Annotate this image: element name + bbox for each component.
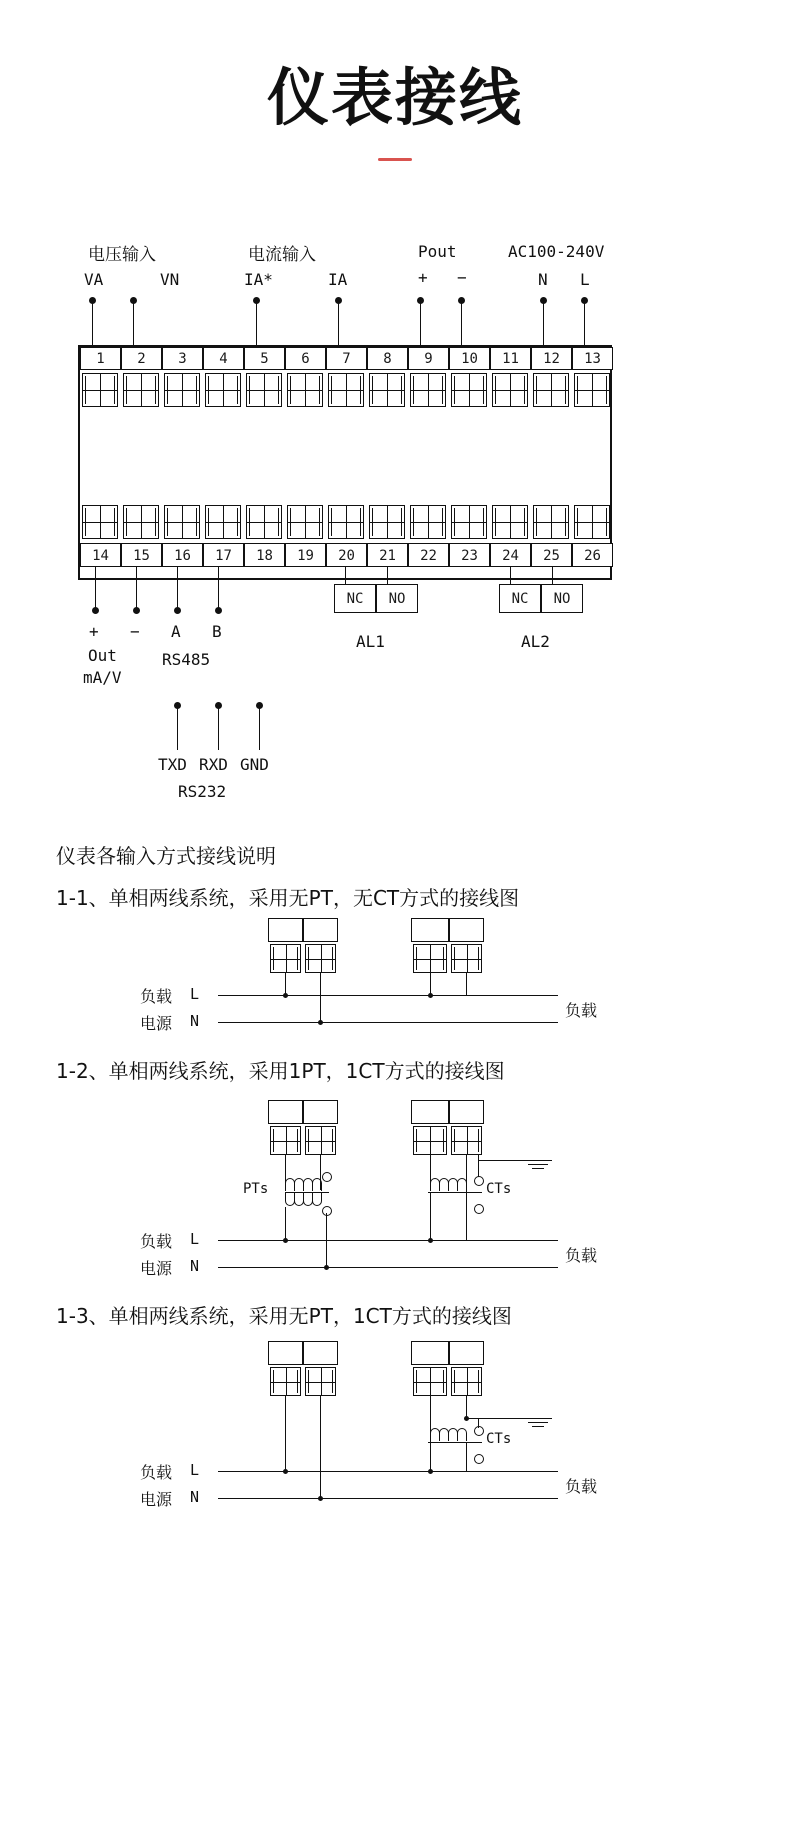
terminal-number-8: 8: [367, 347, 408, 370]
terminal-number-2: 2: [121, 347, 162, 370]
pin-label-rs485-a: A: [171, 622, 181, 641]
relay1-nc-box: NC: [334, 584, 376, 613]
relay1-lead-no: [387, 567, 388, 584]
d1-wire-ia-star-down: [430, 973, 431, 995]
d3-box-ia-star-top: [411, 1341, 449, 1365]
lead-line-l: [584, 300, 585, 348]
d1-junction-ia-star: [428, 993, 433, 998]
relay2-label: AL2: [521, 632, 550, 651]
d1-screw-va: [270, 944, 301, 973]
terminal-number-6: 6: [285, 347, 326, 370]
d2-pt-primary-coil: [285, 1193, 325, 1207]
d2-wire-ia-down: [466, 1155, 467, 1180]
terminal-number-17: 17: [203, 543, 244, 567]
rs232-dot-txd: [174, 702, 181, 709]
rs232-label: RS232: [178, 782, 227, 801]
screw-terminal-3: [164, 373, 200, 407]
screw-terminal-17: [205, 505, 241, 539]
terminal-number-11: 11: [490, 347, 531, 370]
d3-ct-label: CTs: [486, 1431, 512, 1447]
d3-junction-ct: [428, 1469, 433, 1474]
screw-terminal-13: [574, 373, 610, 407]
d3-box-vn-top: [303, 1341, 338, 1365]
screw-terminal-8: [369, 373, 405, 407]
terminal-number-7: 7: [326, 347, 367, 370]
terminal-number-3: 3: [162, 347, 203, 370]
pin-label-out-minus: −: [130, 622, 140, 641]
lead-line-out-plus: [95, 567, 96, 609]
relay2-lead-no: [552, 567, 553, 584]
d2-screw-ia: [451, 1126, 482, 1155]
d3-junction-ct-ground: [464, 1416, 469, 1421]
d2-pt-lead-left: [285, 1207, 286, 1240]
screw-terminal-9: [410, 373, 446, 407]
group-label-pout: Pout: [418, 242, 457, 261]
terminal-number-5: 5: [244, 347, 285, 370]
rs232-lead-gnd: [259, 705, 260, 750]
d2-wire-ia-bus: [466, 1180, 467, 1240]
d1-screw-ia: [451, 944, 482, 973]
d3-screw-ia-star: [413, 1367, 447, 1396]
relay2-no-box: NO: [541, 584, 583, 613]
terminal-number-18: 18: [244, 543, 285, 567]
screw-terminal-18: [246, 505, 282, 539]
d1-left-label-source: 电源: [140, 1014, 173, 1033]
lead-line-rs485-b: [218, 567, 219, 609]
d3-wire-vn-down: [320, 1396, 321, 1498]
lead-line-ia-star: [256, 300, 257, 348]
pin-label-rs485-b: B: [212, 622, 222, 641]
terminal-number-16: 16: [162, 543, 203, 567]
screw-terminal-2: [123, 373, 159, 407]
d2-box-ia-star-top: [411, 1100, 449, 1124]
d2-screw-vn: [305, 1126, 336, 1155]
d3-ct-core: [428, 1442, 482, 1443]
screw-terminal-6: [287, 373, 323, 407]
d2-ct-core: [428, 1192, 482, 1193]
lead-line-ia: [338, 300, 339, 348]
pin-label-va: VA: [84, 270, 104, 289]
rs232-pin-txd: TXD: [158, 755, 187, 774]
pin-label-l: L: [580, 270, 590, 289]
lead-line-n: [543, 300, 544, 348]
d3-wire-va-down: [285, 1396, 286, 1471]
d3-junction-va: [283, 1469, 288, 1474]
d2-junction-pt-L: [283, 1238, 288, 1243]
d2-ct-terminal-bottom: [474, 1204, 484, 1214]
d2-ct-terminal-top: [474, 1176, 484, 1186]
d1-junction-vn: [318, 1020, 323, 1025]
d3-ct-lead-up: [478, 1418, 479, 1428]
terminal-number-26: 26: [572, 543, 613, 567]
d1-line-N: [218, 1022, 558, 1023]
rs232-lead-rxd: [218, 705, 219, 750]
lead-line-va: [92, 300, 93, 348]
screw-terminal-16: [164, 505, 200, 539]
relay1-label: AL1: [356, 632, 385, 651]
group-label-out: Out: [88, 646, 117, 665]
d2-pt-secondary-coil: [285, 1178, 325, 1192]
lead-line-pout-plus: [420, 300, 421, 348]
section-1-1-heading: 1-1、单相两线系统，采用无PT，无CT方式的接线图: [56, 886, 520, 910]
d2-left-label-load: 负载: [140, 1232, 173, 1251]
rs232-lead-txd: [177, 705, 178, 750]
terminal-number-20: 20: [326, 543, 367, 567]
pin-label-vn: VN: [160, 270, 180, 289]
terminal-number-10: 10: [449, 347, 490, 370]
d2-right-label-load: 负载: [565, 1246, 598, 1265]
terminal-number-19: 19: [285, 543, 326, 567]
group-label-voltage-input: 电压输入: [88, 245, 156, 265]
terminal-number-23: 23: [449, 543, 490, 567]
d3-box-ia-top: [449, 1341, 484, 1365]
d1-box-vn-top: [303, 918, 338, 942]
d2-pt-terminal-bottom: [322, 1206, 332, 1216]
rs232-pin-rxd: RXD: [199, 755, 228, 774]
d1-box-ia-top: [449, 918, 484, 942]
d2-junction-ct-L: [428, 1238, 433, 1243]
terminal-number-9: 9: [408, 347, 449, 370]
d2-screw-va: [270, 1126, 301, 1155]
d2-ct-lead-down: [430, 1192, 431, 1240]
d1-left-label-N: N: [190, 1012, 200, 1030]
relay1-no-box: NO: [376, 584, 418, 613]
section-1-3-heading: 1-3、单相两线系统，采用无PT，1CT方式的接线图: [56, 1304, 512, 1328]
lead-line-pout-minus: [461, 300, 462, 348]
screw-terminal-10: [451, 373, 487, 407]
screw-terminal-26: [574, 505, 610, 539]
d3-wire-ia-bus: [466, 1442, 467, 1471]
lead-dot-rs485-b: [215, 607, 222, 614]
lead-line-rs485-a: [177, 567, 178, 609]
d3-screw-vn: [305, 1367, 336, 1396]
d1-left-label-L: L: [190, 985, 200, 1003]
pin-label-ia-star: IA*: [244, 270, 273, 289]
d2-ct-secondary-coil: [430, 1178, 470, 1192]
d2-left-label-L: L: [190, 1230, 200, 1248]
d3-line-L-right: [466, 1471, 558, 1472]
pin-label-pout-minus: −: [457, 268, 467, 287]
terminal-number-14: 14: [80, 543, 121, 567]
d2-pt-terminal-top: [322, 1172, 332, 1182]
group-label-ac-supply: AC100-240V: [508, 242, 605, 261]
screw-terminal-25: [533, 505, 569, 539]
terminal-number-24: 24: [490, 543, 531, 567]
pin-label-n: N: [538, 270, 548, 289]
d2-box-va-top: [268, 1100, 303, 1124]
terminal-number-13: 13: [572, 347, 613, 370]
screw-terminal-12: [533, 373, 569, 407]
d2-ground-icon: [524, 1160, 554, 1172]
d3-right-label-load: 负载: [565, 1477, 598, 1496]
d2-screw-ia-star: [413, 1126, 447, 1155]
d2-left-label-N: N: [190, 1257, 200, 1275]
d2-junction-pt-N: [324, 1265, 329, 1270]
screw-terminal-1: [82, 373, 118, 407]
section-intro-heading: 仪表各输入方式接线说明: [56, 844, 276, 868]
terminal-number-25: 25: [531, 543, 572, 567]
pin-label-out-plus: +: [89, 622, 99, 641]
d1-wire-va-down: [285, 973, 286, 995]
d1-screw-ia-star: [413, 944, 447, 973]
d3-left-label-L: L: [190, 1461, 200, 1479]
d1-screw-vn: [305, 944, 336, 973]
d3-wire-ia-down: [466, 1396, 467, 1418]
d3-screw-va: [270, 1367, 301, 1396]
d2-box-vn-top: [303, 1100, 338, 1124]
screw-terminal-11: [492, 373, 528, 407]
screw-terminal-4: [205, 373, 241, 407]
lead-dot-out-minus: [133, 607, 140, 614]
d3-ground-icon: [524, 1418, 554, 1430]
d3-left-label-load: 负载: [140, 1463, 173, 1482]
screw-terminal-23: [451, 505, 487, 539]
lead-dot-out-plus: [92, 607, 99, 614]
d3-left-label-source: 电源: [140, 1490, 173, 1509]
relay2-lead-nc: [510, 567, 511, 584]
screw-terminal-24: [492, 505, 528, 539]
lead-line-vn: [133, 300, 134, 348]
screw-terminal-5: [246, 373, 282, 407]
d2-left-label-source: 电源: [140, 1259, 173, 1278]
d3-ct-secondary-coil: [430, 1428, 470, 1442]
d1-junction-va: [283, 993, 288, 998]
d2-line-N: [218, 1267, 558, 1268]
terminal-number-21: 21: [367, 543, 408, 567]
d3-ct-terminal-top: [474, 1426, 484, 1436]
d1-line-L-right: [466, 995, 558, 996]
d3-left-label-N: N: [190, 1488, 200, 1506]
relay2-nc-box: NC: [499, 584, 541, 613]
screw-terminal-22: [410, 505, 446, 539]
d2-ct-label: CTs: [486, 1181, 512, 1197]
screw-terminal-20: [328, 505, 364, 539]
d3-box-va-top: [268, 1341, 303, 1365]
group-label-rs485: RS485: [162, 650, 211, 669]
d3-screw-ia: [451, 1367, 482, 1396]
d3-ct-terminal-bottom: [474, 1454, 484, 1464]
d1-wire-ia-down: [466, 973, 467, 995]
relay1-lead-nc: [345, 567, 346, 584]
lead-dot-rs485-a: [174, 607, 181, 614]
terminal-number-1: 1: [80, 347, 121, 370]
d2-ground-lead: [538, 1160, 539, 1161]
pin-label-pout-plus: +: [418, 268, 428, 287]
d3-junction-vn: [318, 1496, 323, 1501]
d3-ct-lead-down: [430, 1442, 431, 1471]
d1-box-ia-star-top: [411, 918, 449, 942]
section-1-2-heading: 1-2、单相两线系统，采用1PT，1CT方式的接线图: [56, 1059, 505, 1083]
lead-line-out-minus: [136, 567, 137, 609]
group-label-ma-v: mA/V: [83, 668, 122, 687]
rs232-dot-rxd: [215, 702, 222, 709]
d2-line-L-right: [466, 1240, 558, 1241]
pin-label-ia: IA: [328, 270, 348, 289]
d1-box-va-top: [268, 918, 303, 942]
terminal-number-4: 4: [203, 347, 244, 370]
d3-line-N: [218, 1498, 558, 1499]
rs232-dot-gnd: [256, 702, 263, 709]
d1-wire-vn-down: [320, 973, 321, 1022]
screw-terminal-21: [369, 505, 405, 539]
d2-box-ia-top: [449, 1100, 484, 1124]
page-title: 仪表接线: [266, 61, 523, 134]
d2-ct-lead-up: [478, 1155, 479, 1177]
terminal-number-12: 12: [531, 347, 572, 370]
screw-terminal-15: [123, 505, 159, 539]
d1-right-label-load: 负载: [565, 1001, 598, 1020]
terminal-number-15: 15: [121, 543, 162, 567]
d1-left-label-load: 负载: [140, 987, 173, 1006]
group-label-current-input: 电流输入: [248, 245, 316, 265]
title-underline-accent: [378, 158, 412, 161]
rs232-pin-gnd: GND: [240, 755, 269, 774]
screw-terminal-14: [82, 505, 118, 539]
terminal-number-22: 22: [408, 543, 449, 567]
d2-pt-label: PTs: [243, 1181, 269, 1197]
screw-terminal-19: [287, 505, 323, 539]
screw-terminal-7: [328, 373, 364, 407]
